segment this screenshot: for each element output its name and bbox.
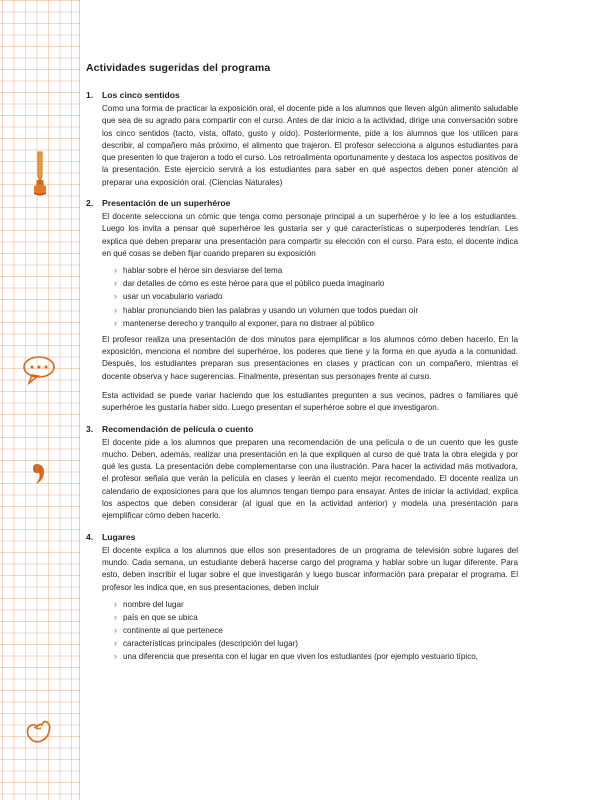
document-content <box>86 0 518 800</box>
section-1-paragraph: Como una forma de practicar la exposición oral, el docente pide a los alumnos que lleven algún alimento saludable que sea de su agrado para compartir con el curso. Antes de dar inicio a la actividad, dirige una conversación sobre los cinco sentidos (tacto, vista, olfato, gusto y oído). Posteriormente, pide a los alumnos que los utilicen para describir, al compañero más próximo, el alimento que trajeron. El profesor selecciona a algunos estudiantes para que presenten lo que trajeron a todo el curso. Los retroalimenta oportunamente y destaca los aspectos positivos de la presentación. Este ejercicio servirá a los estudiantes para saber en qué aspectos deben poner atención al preparar una exposición oral. (Ciencias Naturales) <box>102 104 518 187</box>
list-item: › país en que se ubica <box>114 611 518 624</box>
section-2-number: 2. <box>86 198 94 209</box>
list-item: › hablar pronunciando bien las palabras y usando un volumen que todos puedan oír <box>114 304 518 317</box>
list-item: › continente al que pertenece <box>114 624 518 637</box>
list-item: › una diferencia que presenta con el lugar en que viven los estudiantes (por ejemplo vestuario típico, <box>114 650 518 663</box>
list-item: › dar detalles de cómo es este héroe para que el público pueda imaginarlo <box>114 277 518 290</box>
section-4 <box>86 532 518 664</box>
list-item: › hablar sobre el héroe sin desviarse del tema <box>114 264 518 277</box>
section-2-paragraph-3: Esta actividad se puede variar haciendo que los estudiantes pregunten a sus vecinos, padres o familiares qué superhéroe les gustaría haber sido. Luego presentan el superhéroe sobre el que investigaron. <box>102 391 518 413</box>
section-2-bullet-list <box>86 264 518 330</box>
speech-bubble-icon <box>16 355 62 385</box>
section-1-number: 1. <box>86 90 94 100</box>
section-2-heading <box>86 198 518 209</box>
section-1 <box>86 90 518 189</box>
hand-icon <box>16 715 62 747</box>
section-3-number: 3. <box>86 423 94 434</box>
decorative-grid-margin <box>0 0 80 800</box>
section-4-bullet-list <box>86 598 518 664</box>
section-4-title: Lugares <box>102 531 136 542</box>
list-item: › características principales (descripción del lugar) <box>114 637 518 650</box>
section-1-heading <box>86 90 518 100</box>
list-item: › usar un vocabulario variado <box>114 290 518 303</box>
list-item: › mantenerse derecho y tranquilo al exponer, para no distraer al público <box>114 317 518 330</box>
section-3 <box>86 424 518 523</box>
comma-icon <box>16 460 62 486</box>
section-2-title: Presentación de un superhéroe <box>102 198 231 209</box>
list-item: › nombre del lugar <box>114 598 518 611</box>
section-3-heading <box>86 423 518 434</box>
pencil-icon <box>16 150 62 196</box>
section-2-paragraph-2: El profesor realiza una presentación de dos minutos para ejemplificar a los alumnos cómo deben hacerlo. En la exposición, menciona el nombre del superhéroe, los poderes que tiene y la forma en que ayuda a la comunidad. Después, los estudiantes preparan sus presentaciones en clases y practican con un compañero, mientras el docente observa y hace sugerencias. Finalmente, presentan sus personajes frente al curso. <box>102 334 518 381</box>
section-4-paragraph: El docente explica a los alumnos que ellos son presentadores de un programa de televisión sobre lugares del mundo. Cada semana, un estudiante deberá hacerse cargo del programa y hablar sobre un lugar diferente. Para esto, deben inscribir el lugar sobre el que investigarán y luego buscar información para preparar el programa. El profesor les indica que, en sus presentaciones, deben incluir <box>102 545 518 592</box>
page-title: Actividades sugeridas del programa <box>86 62 271 74</box>
section-1-title: Los cinco sentidos <box>102 90 180 100</box>
section-2-paragraph: El docente selecciona un cómic que tenga como personaje principal a un superhéroe y lo lee a los estudiantes. Luego los invita a pensar qué superhéroe les gustaría ser y qué características o superpoderes tendrían. Les explica que deben preparar una presentación para compartir su elección con el curso. Para esto, el docente indica en qué cosas se deben fijar cuando preparen su exposición <box>102 212 518 258</box>
section-2 <box>86 198 518 415</box>
section-4-heading <box>86 531 518 542</box>
section-4-number: 4. <box>86 531 94 542</box>
section-3-paragraph: El docente pide a los alumnos que preparen una recomendación de una película o de un cuento que les guste mucho. Deben, además, realizar una presentación en la que expliquen al curso de qué trata la obra elegida y por qué les gusta. La presentación debe complementarse con una ilustración. Para hacer la actividad más motivadora, el profesor señala que verán la película en clases y leerán el cuento mejor recomendado. El docente realiza un calendario de exposiciones para que los alumnos tengan tiempo para ensayar. Antes de iniciar la actividad, explica los aspectos que deben considerar (al igual que en la actividad anterior) y modela una presentación para ejemplificar cómo deben hacerlo. <box>102 437 518 521</box>
section-3-title: Recomendación de película o cuento <box>102 423 254 434</box>
